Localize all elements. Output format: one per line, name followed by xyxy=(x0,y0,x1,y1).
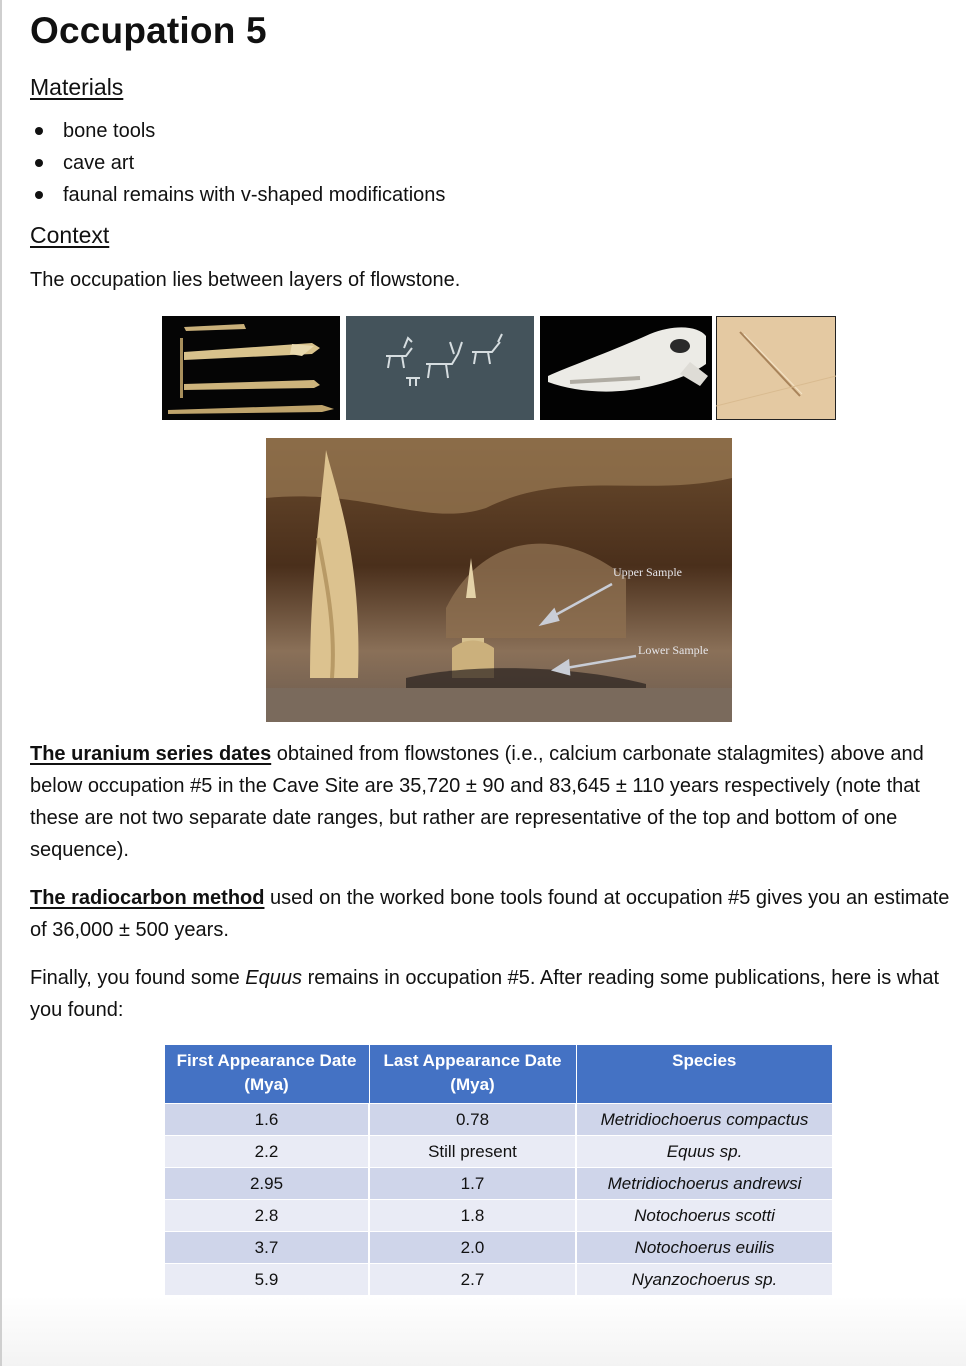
page-title: Occupation 5 xyxy=(30,10,267,51)
bullet-icon xyxy=(35,191,43,199)
first-appearance-cell: 5.9 xyxy=(164,1264,369,1296)
context-text: The occupation lies between layers of flowstone. xyxy=(30,269,461,291)
uranium-series-link[interactable]: The uranium series dates xyxy=(30,743,272,765)
finally-text-end: remains in occupation #5. After reading some publications, here is what you found: xyxy=(30,967,940,1021)
upper-sample-label: Upper Sample xyxy=(613,565,682,579)
table-row xyxy=(164,1264,833,1296)
uranium-paragraph xyxy=(30,738,955,866)
radiocarbon-method-link[interactable]: The radiocarbon method xyxy=(30,887,265,909)
species-appearance-table xyxy=(163,1044,833,1296)
header-last-appearance: Last Appearance Date (Mya) xyxy=(369,1045,576,1104)
species-cell: Notochoerus scotti xyxy=(576,1200,833,1232)
table-row xyxy=(164,1200,833,1232)
first-appearance-cell: 1.6 xyxy=(164,1104,369,1136)
equus-emphasis: Equus xyxy=(245,967,303,989)
cave-art-image xyxy=(346,316,534,420)
lower-sample-label: Lower Sample xyxy=(638,643,709,657)
finally-text-start: Finally, you found some xyxy=(30,967,246,989)
table-row xyxy=(164,1232,833,1264)
last-appearance-cell: 1.7 xyxy=(369,1168,576,1200)
context-heading: Context xyxy=(30,222,110,248)
bone-cut-mark-image xyxy=(716,316,836,420)
species-cell: Metridiochoerus compactus xyxy=(576,1104,833,1136)
materials-heading: Materials xyxy=(30,74,124,100)
last-appearance-cell: Still present xyxy=(369,1136,576,1168)
header-first-appearance: First Appearance Date (Mya) xyxy=(164,1045,369,1104)
bone-tools-image xyxy=(162,316,340,420)
list-item-text: faunal remains with v-shaped modifications xyxy=(63,184,446,206)
table-row xyxy=(164,1104,833,1136)
radiocarbon-text: used on the worked bone tools found at occupation #5 gives you an estimate of 36,000 ± 500 years. xyxy=(30,887,950,941)
cave-flowstone-image xyxy=(266,438,732,722)
page-bottom-fade xyxy=(2,1296,966,1366)
species-cell: Nyanzochoerus sp. xyxy=(576,1264,833,1296)
list-item xyxy=(30,116,445,148)
last-appearance-cell: 2.0 xyxy=(369,1232,576,1264)
bullet-icon xyxy=(35,159,43,167)
first-appearance-cell: 2.95 xyxy=(164,1168,369,1200)
first-appearance-cell: 2.2 xyxy=(164,1136,369,1168)
species-cell: Notochoerus euilis xyxy=(576,1232,833,1264)
radiocarbon-paragraph xyxy=(30,882,955,946)
bullet-icon xyxy=(35,127,43,135)
table-row xyxy=(164,1168,833,1200)
last-appearance-cell: 1.8 xyxy=(369,1200,576,1232)
materials-list xyxy=(30,116,445,212)
first-appearance-cell: 2.8 xyxy=(164,1200,369,1232)
first-appearance-cell: 3.7 xyxy=(164,1232,369,1264)
table-row xyxy=(164,1136,833,1168)
finally-paragraph xyxy=(30,962,955,1026)
species-cell: Equus sp. xyxy=(576,1136,833,1168)
header-species: Species xyxy=(576,1045,833,1104)
species-cell: Metridiochoerus andrewsi xyxy=(576,1168,833,1200)
uranium-text: obtained from flowstones (i.e., calcium carbonate stalagmites) above and below occupation #5 in the Cave Site are 35,720 ± 90 and 83,645 ± 110 years respectively (note that these are not two separate date ranges, but rather are representative of the top and bottom of one sequence). xyxy=(30,743,924,861)
table-header-row xyxy=(164,1045,833,1104)
list-item xyxy=(30,180,445,212)
list-item xyxy=(30,148,445,180)
last-appearance-cell: 0.78 xyxy=(369,1104,576,1136)
horse-skull-image xyxy=(540,316,712,420)
last-appearance-cell: 2.7 xyxy=(369,1264,576,1296)
list-item-text: bone tools xyxy=(63,120,156,142)
list-item-text: cave art xyxy=(63,152,135,174)
